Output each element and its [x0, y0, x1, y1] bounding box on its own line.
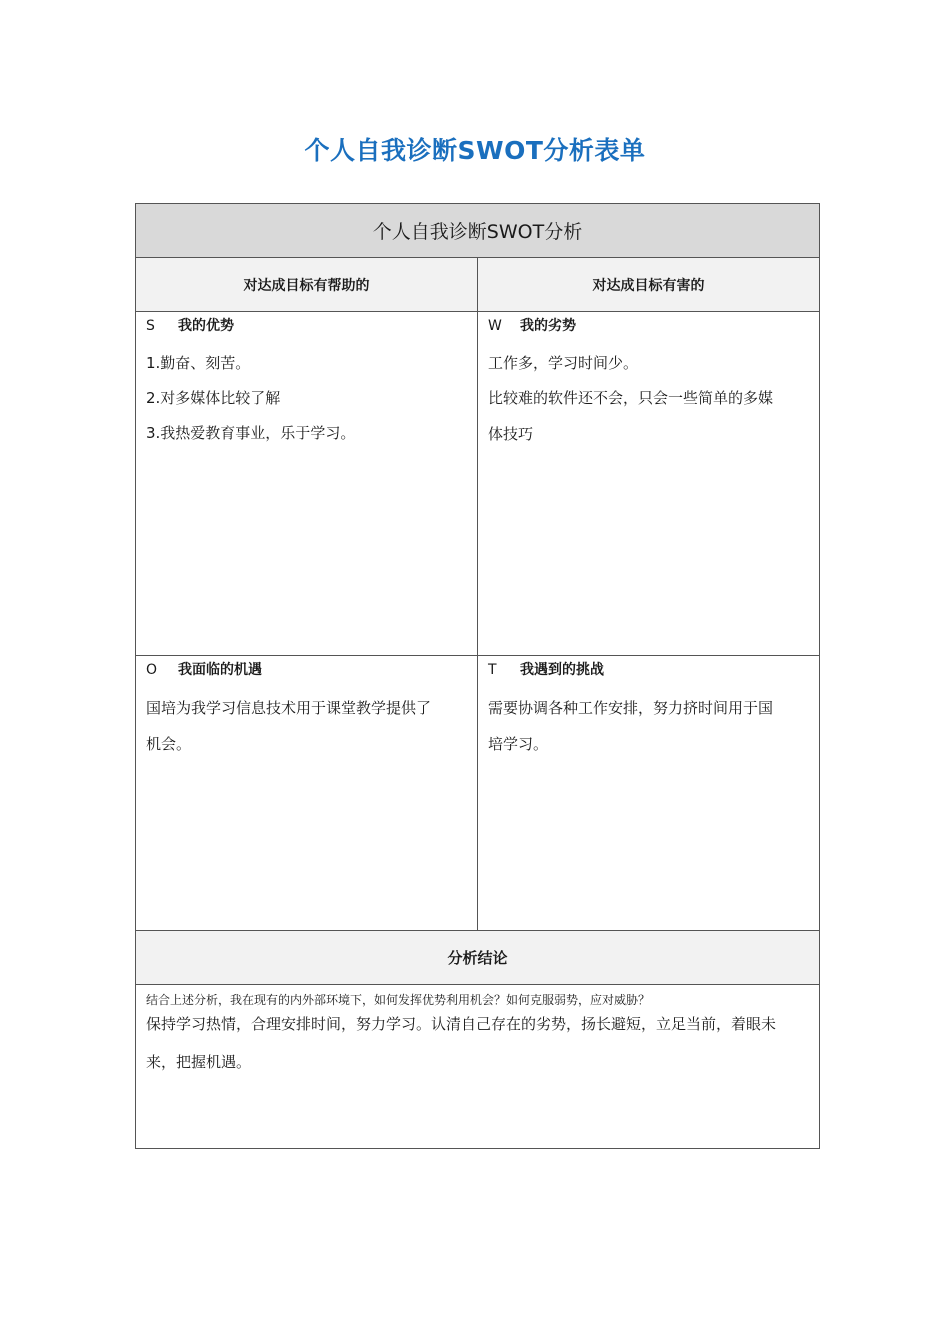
- opportunities-title: 我面临的机遇: [178, 662, 262, 678]
- threats-cell: [478, 656, 819, 930]
- swot-table: [135, 203, 820, 1149]
- helpful-column-header: 对达成目标有帮助的: [136, 258, 478, 311]
- conclusion-text-line: 来，把握机遇。: [146, 1053, 252, 1071]
- threats-title: 我遇到的挑战: [520, 662, 604, 678]
- weakness-text-line: 工作多，学习时间少。: [488, 354, 639, 372]
- opportunity-text-line: 国培为我学习信息技术用于课堂教学提供了: [146, 699, 432, 717]
- weaknesses-cell: [478, 312, 819, 655]
- strengths-list: [146, 346, 469, 451]
- opportunities-heading: [146, 660, 469, 680]
- conclusion-text-line: 保持学习热情，合理安排时间，努力学习。认清自己存在的劣势，扬长避短，立足当前，着眼未: [146, 1015, 777, 1033]
- external-factors-row: [136, 656, 819, 931]
- conclusion-body: [136, 985, 819, 1148]
- strengths-title: 我的优势: [178, 318, 234, 334]
- threat-text-line: 培学习。: [488, 735, 549, 753]
- column-header-row: [136, 258, 819, 312]
- list-item: 2.对多媒体比较了解: [146, 389, 281, 407]
- weaknesses-letter: W: [488, 318, 502, 334]
- threats-letter: T: [488, 662, 497, 678]
- table-header: 个人自我诊断SWOT分析: [136, 204, 819, 258]
- list-item: 1.勤奋、刻苦。: [146, 354, 251, 372]
- strengths-cell: [136, 312, 478, 655]
- list-item: 3.我热爱教育事业，乐于学习。: [146, 424, 356, 442]
- harmful-column-header: 对达成目标有害的: [592, 277, 705, 294]
- weakness-text-line: 比较难的软件还不会，只会一些简单的多媒: [488, 389, 774, 407]
- weaknesses-heading: [488, 316, 811, 336]
- threats-heading: [488, 660, 811, 680]
- weakness-text-line: 体技巧: [488, 425, 534, 443]
- threat-text-line: 需要协调各种工作安排，努力挤时间用于国: [488, 699, 774, 717]
- strengths-letter: S: [146, 318, 155, 334]
- conclusion-question: 结合上述分析，我在现有的内外部环境下，如何发挥优势利用机会？如何克服弱势，应对威胁？: [146, 993, 651, 1007]
- opportunities-cell: [136, 656, 478, 930]
- conclusion-header: 分析结论: [136, 931, 819, 985]
- opportunity-text-line: 机会。: [146, 735, 192, 753]
- weaknesses-title: 我的劣势: [520, 318, 576, 334]
- strengths-heading: [146, 316, 469, 336]
- opportunities-letter: O: [146, 662, 158, 678]
- internal-factors-row: [136, 312, 819, 656]
- document-title: 个人自我诊断SWOT分析表单: [304, 136, 646, 165]
